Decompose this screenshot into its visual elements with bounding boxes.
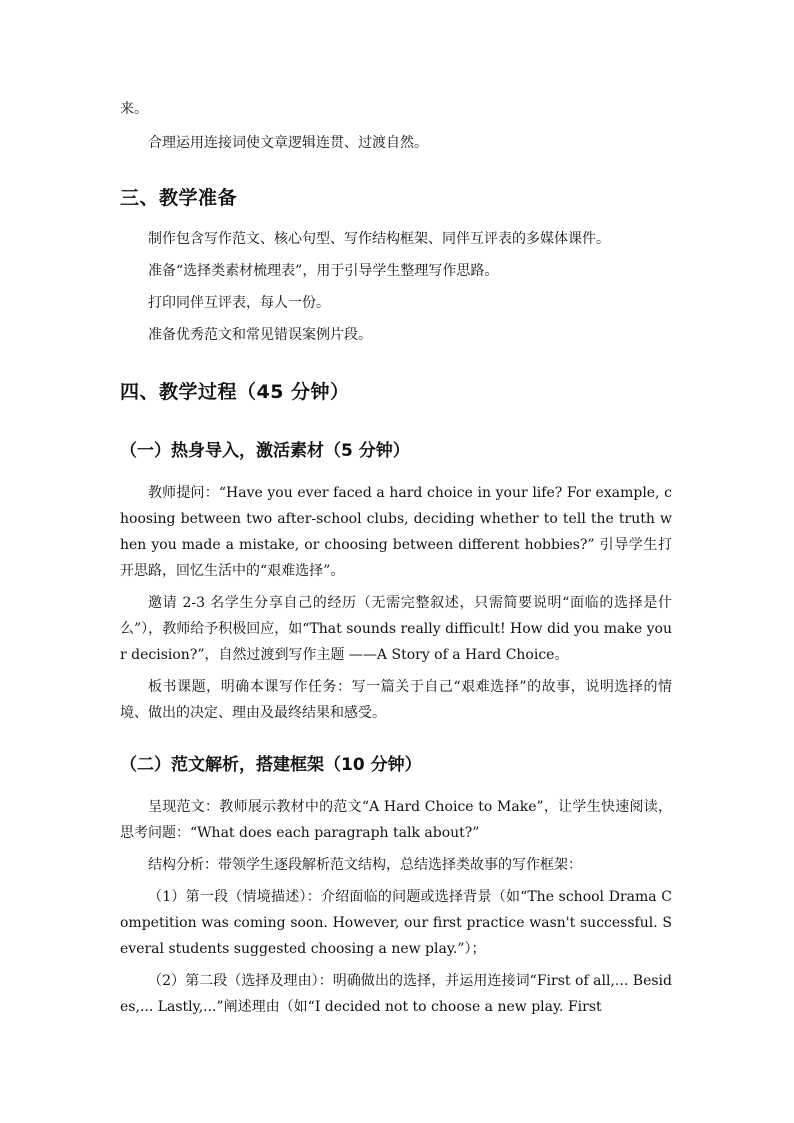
- subsection-2-paragraph: 结构分析：带领学生逐段解析范文结构，总结选择类故事的写作框架：: [148, 857, 582, 873]
- section-3-title: 三、教学准备: [120, 187, 238, 209]
- subsection-2-paragraph: （1）第一段（情境描述）：介绍面临的问题或选择背景（如“The school Drama Competition was coming soon. However, our first practice wasn't successful. Several students suggested choosing a new play.”）；: [120, 889, 672, 957]
- section-3-item: 打印同伴互评表，每人一份。: [148, 295, 330, 311]
- subsection-1-paragraph: 教师提问：“Have you ever faced a hard choice in your life? For example, choosing between two after-school clubs, deciding whether to tell the truth when you made a mistake, or choosing between different hobbies?” 引导学生打开思路，回忆生活中的“艰难选择”。: [120, 485, 672, 579]
- subsection-1-title: （一）热身导入，激活素材（5 分钟）: [120, 441, 410, 461]
- subsection-1-paragraph: 邀请 2-3 名学生分享自己的经历（无需完整叙述，只需简要说明“面临的选择是什么”），教师给予积极回应，如“That sounds really difficult! How did you make your decision?”，自然过渡到写作主题 ——A Story of a Hard Choice。: [120, 595, 672, 663]
- lead-paragraph: 合理运用连接词使文章逻辑连贯、过渡自然。: [148, 135, 428, 151]
- section-3-item: 制作包含写作范文、核心句型、写作结构框架、同伴互评表的多媒体课件。: [148, 231, 610, 247]
- section-3-item: 准备“选择类素材梳理表”，用于引导学生整理写作思路。: [148, 263, 499, 279]
- lead-fragment: 来。: [120, 101, 148, 117]
- subsection-2-title: （二）范文解析，搭建框架（10 分钟）: [120, 755, 422, 775]
- section-4-title: 四、教学过程（45 分钟）: [120, 381, 350, 403]
- section-3-item: 准备优秀范文和常见错误案例片段。: [148, 327, 372, 343]
- subsection-2-paragraph: （2）第二段（选择及理由）：明确做出的选择，并运用连接词“First of all,... Besides,... Lastly,...”阐述理由（如“I decided not to choose a new play. First: [120, 973, 672, 1015]
- subsection-1-paragraph: 板书课题，明确本课写作任务：写一篇关于自己“艰难选择”的故事，说明选择的情境、做出的决定、理由及最终结果和感受。: [120, 679, 672, 721]
- subsection-2-paragraph: 呈现范文：教师展示教材中的范文“A Hard Choice to Make”，让学生快速阅读，思考问题：“What does each paragraph talk about?”: [120, 799, 672, 841]
